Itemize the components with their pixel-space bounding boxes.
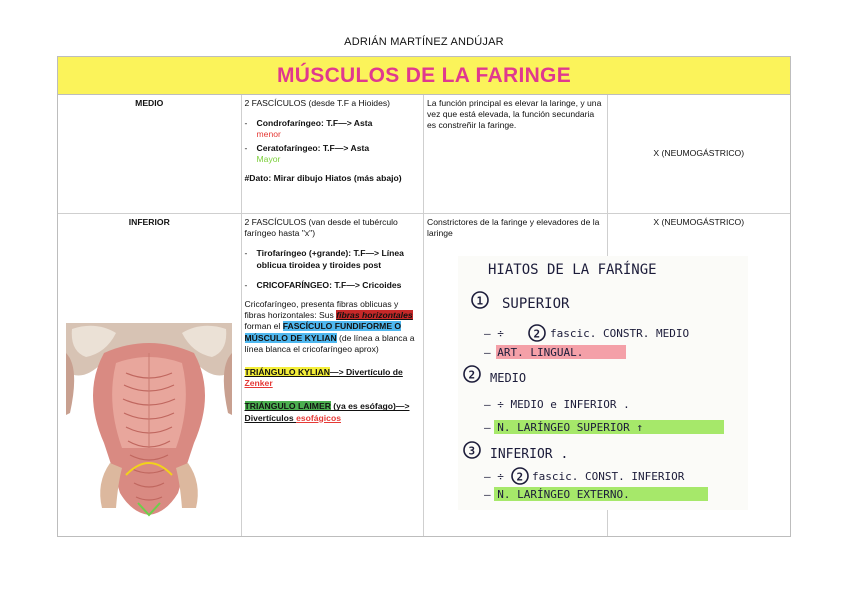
fasciculo-fundiforme: FASCÍCULO FUNDIFORME O MÚSCULO DE KYLIAN: [244, 321, 402, 343]
list-item: - CRICOFARÍNGEO: T.F—> Cricoides: [245, 280, 421, 291]
note-inferior-a: fascic. CONST. INFERIOR: [532, 470, 685, 483]
pharynx-anatomy-illustration: [66, 323, 232, 518]
inferior-inervacion-text: X (NEUMOGÁSTRICO): [653, 217, 745, 227]
triangulo-laimer: TRIÁNGULO LAIMER (ya es esófago)—> Divertículos esofágicos: [244, 401, 410, 423]
medio-fasciculos: 2 FASCÍCULOS (desde T.F a Hioides): [244, 98, 391, 108]
note-inferior-count: 2: [516, 470, 524, 484]
hiatos-handwritten-notes: [458, 256, 748, 510]
medio-funcion: [424, 95, 608, 213]
medio-inervacion-text: X (NEUMOGÁSTRICO): [653, 148, 745, 159]
note-number-1: 1: [476, 294, 484, 308]
note-medio-b: – N. LARÍNGEO SUPERIOR ↑: [484, 421, 643, 434]
note-inferior-prefix: – ÷: [484, 470, 504, 483]
note-medio-a: – ÷ MEDIO e INFERIOR .: [484, 398, 630, 411]
cricofaringeo-detail: Cricofaríngeo, presenta fibras oblicuas y fibras horizontales: Sus fibras horizontales forman el FASCÍCULO FUNDIFORME O MÚSCULO DE KYLIAN (de línea a blanca a línea blanca el cricofaríngeo aprox): [244, 299, 415, 354]
ceratofaringeo: Ceratofaríngeo: T.F—> Asta: [256, 142, 370, 153]
note-medio: MEDIO: [490, 371, 527, 385]
notes-title: HIATOS DE LA FARÍNGE: [488, 262, 657, 278]
fibras-horizontales: fibras horizontales: [336, 310, 413, 321]
tirofaringeo: Tirofaríngeo (+grande): T.F—> Línea oblicua tiroidea y tiroides post: [256, 248, 404, 270]
note-inferior: INFERIOR .: [490, 447, 569, 462]
asta-mayor: Mayor: [256, 153, 281, 164]
inferior-funcion-text: Constrictores de la faringe y elevadores de la laringe: [427, 217, 600, 239]
cricofaringeo: CRICOFARÍNGEO: T.F—> Cricoides: [256, 279, 402, 290]
medio-funcion-text: La función principal es elevar la laringe, y una vez que está elevada, la función secundaria es constreñir la faringe.: [427, 98, 602, 131]
note-superior-a: fascic. CONSTR. MEDIO: [550, 327, 690, 340]
inferior-fasciculos: 2 FASCÍCULOS (van desde el tubérculo faríngeo hasta "x"): [244, 217, 398, 239]
list-item: - Tirofaríngeo (+grande): T.F—> Línea oblicua tiroidea y tiroides post: [245, 248, 421, 270]
list-item: - Ceratofaríngeo: T.F—> Asta Mayor: [244, 142, 370, 164]
row-label-inferior-text: INFERIOR: [128, 217, 170, 227]
triangulo-kylian: TRIÁNGULO KYLIAN—> Divertículo de Zenker: [244, 367, 403, 389]
note-superior-b: – ART. LINGUAL.: [484, 346, 584, 359]
note-number-2: 2: [468, 368, 476, 382]
note-superior: SUPERIOR: [502, 296, 570, 312]
condrofaringeo: Condrofaríngeo: T.F—> Asta: [256, 118, 373, 129]
author-name: ADRIÁN MARTÍNEZ ANDÚJAR: [344, 36, 504, 48]
note-inferior-b: – N. LARÍNGEO EXTERNO.: [484, 488, 630, 501]
dato-note: #Dato: Mirar dibujo Hiatos (más abajo): [244, 173, 402, 184]
inferior-description: [242, 214, 425, 536]
list-item: - Condrofaríngeo: T.F—> Asta menor: [244, 118, 373, 140]
row-label-inferior: [58, 214, 242, 536]
row-label-medio: MEDIO: [58, 95, 242, 213]
medio-inervacion: [608, 95, 791, 213]
note-number-3: 3: [468, 444, 476, 458]
title-band: [58, 57, 790, 95]
row-medio: [58, 95, 790, 214]
note-superior-count: 2: [533, 327, 541, 341]
asta-menor: menor: [256, 129, 281, 140]
medio-description: [242, 95, 425, 213]
page-title: MÚSCULOS DE LA FARINGE: [277, 63, 571, 87]
note-superior-prefix: – ÷: [484, 327, 504, 340]
